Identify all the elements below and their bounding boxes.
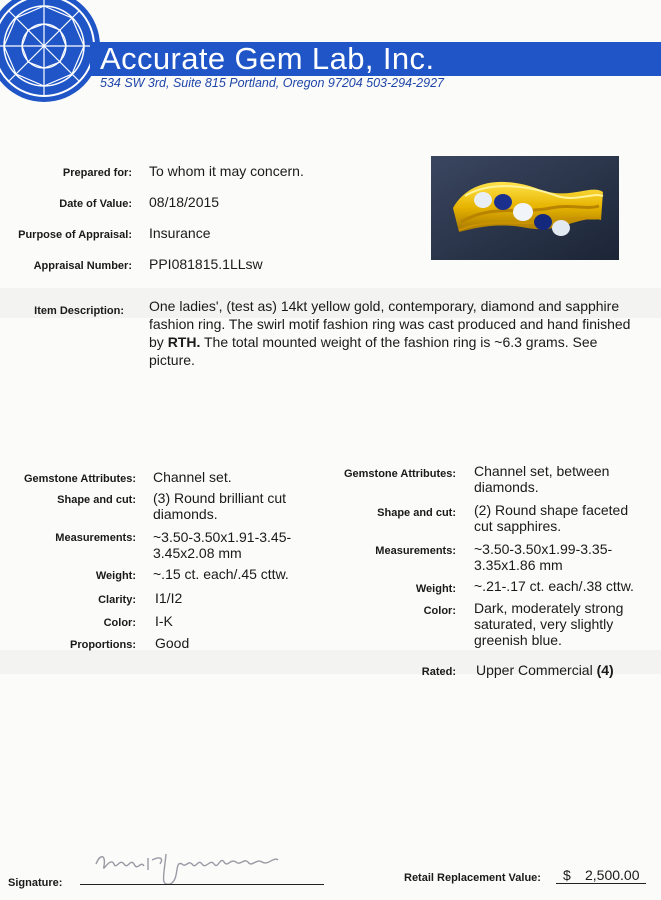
item-description-text-end: The total mounted weight of the fashion ring is ~6.3 grams. See picture. xyxy=(149,334,598,368)
rated-value xyxy=(476,662,614,678)
company-logo xyxy=(0,0,102,104)
diamond-weight: ~.15 ct. each/.45 cttw. xyxy=(153,566,289,582)
diamond-color: I-K xyxy=(155,613,173,629)
value-underline xyxy=(556,883,646,884)
diamond-shape: (3) Round brilliant cut diamonds. xyxy=(153,490,287,522)
diamond-attributes-label: Gemstone Attributes: xyxy=(23,473,136,485)
rated-score: (4) xyxy=(596,662,614,678)
replacement-value: 2,500.00 xyxy=(585,867,640,883)
item-description xyxy=(149,297,639,369)
clarity-label: Clarity: xyxy=(98,594,136,606)
ring-photo xyxy=(431,156,619,260)
diamond-shape-label: Shape and cut: xyxy=(57,494,136,506)
purpose-value: Insurance xyxy=(149,225,211,241)
item-description-label: Item Description: xyxy=(34,305,124,317)
purpose-label: Purpose of Appraisal: xyxy=(18,229,132,241)
diamond-measurements-label: Measurements: xyxy=(55,532,136,544)
clarity-value: I1/I2 xyxy=(155,590,183,606)
replacement-value-label: Retail Replacement Value: xyxy=(404,872,541,884)
diamond-weight-label: Weight: xyxy=(95,570,136,582)
sapphire-measurements-label: Measurements: xyxy=(375,545,456,557)
sapphire-shape: (2) Round shape faceted cut sapphires. xyxy=(474,502,629,534)
diamond-color-label: Color: xyxy=(103,617,136,629)
sapphire-attributes-label: Gemstone Attributes: xyxy=(343,468,456,480)
diamond-measurements: ~3.50-3.50x1.91-3.45-3.45x2.08 mm xyxy=(153,529,292,561)
prepared-for-value: To whom it may concern. xyxy=(149,163,304,179)
appraisal-number: PPI081815.1LLsw xyxy=(149,256,263,272)
rated-text: Upper Commercial xyxy=(476,662,597,678)
sapphire-shape-label: Shape and cut: xyxy=(377,507,456,519)
sapphire-measurements: ~3.50-3.50x1.99-3.35- 3.35x1.86 mm xyxy=(474,541,613,573)
item-description-text: One ladies', (test as) 14kt yellow gold, contemporary, diamond and sapphire fashion ring. The swirl motif fashion ring was cast produced and hand finished by xyxy=(149,298,631,350)
sapphire-color-label: Color: xyxy=(423,605,456,617)
company-address: 534 SW 3rd, Suite 815 Portland, Oregon 97204 503-294-2927 xyxy=(100,76,444,90)
diamond-attributes: Channel set. xyxy=(153,469,232,485)
appraisal-number-label: Appraisal Number: xyxy=(33,260,132,272)
date-of-value: 08/18/2015 xyxy=(149,194,220,210)
prepared-for-label: Prepared for: xyxy=(62,167,132,179)
currency-symbol: $ xyxy=(563,867,571,883)
signature-line xyxy=(80,884,324,885)
proportions-label: Proportions: xyxy=(70,639,136,651)
sapphire-color: Dark, moderately strong saturated, very slightly greenish blue. xyxy=(474,600,624,648)
company-name: Accurate Gem Lab, Inc. xyxy=(100,41,435,76)
date-of-value-label: Date of Value: xyxy=(59,198,132,210)
proportions-value: Good xyxy=(155,635,190,651)
rated-label: Rated: xyxy=(421,666,456,678)
signature-label: Signature: xyxy=(8,877,63,889)
sapphire-attributes: Channel set, between diamonds. xyxy=(474,463,610,495)
maker-name: RTH. xyxy=(167,334,201,350)
sapphire-weight-label: Weight: xyxy=(415,583,456,595)
sapphire-weight: ~.21-.17 ct. each/.38 cttw. xyxy=(474,578,634,594)
